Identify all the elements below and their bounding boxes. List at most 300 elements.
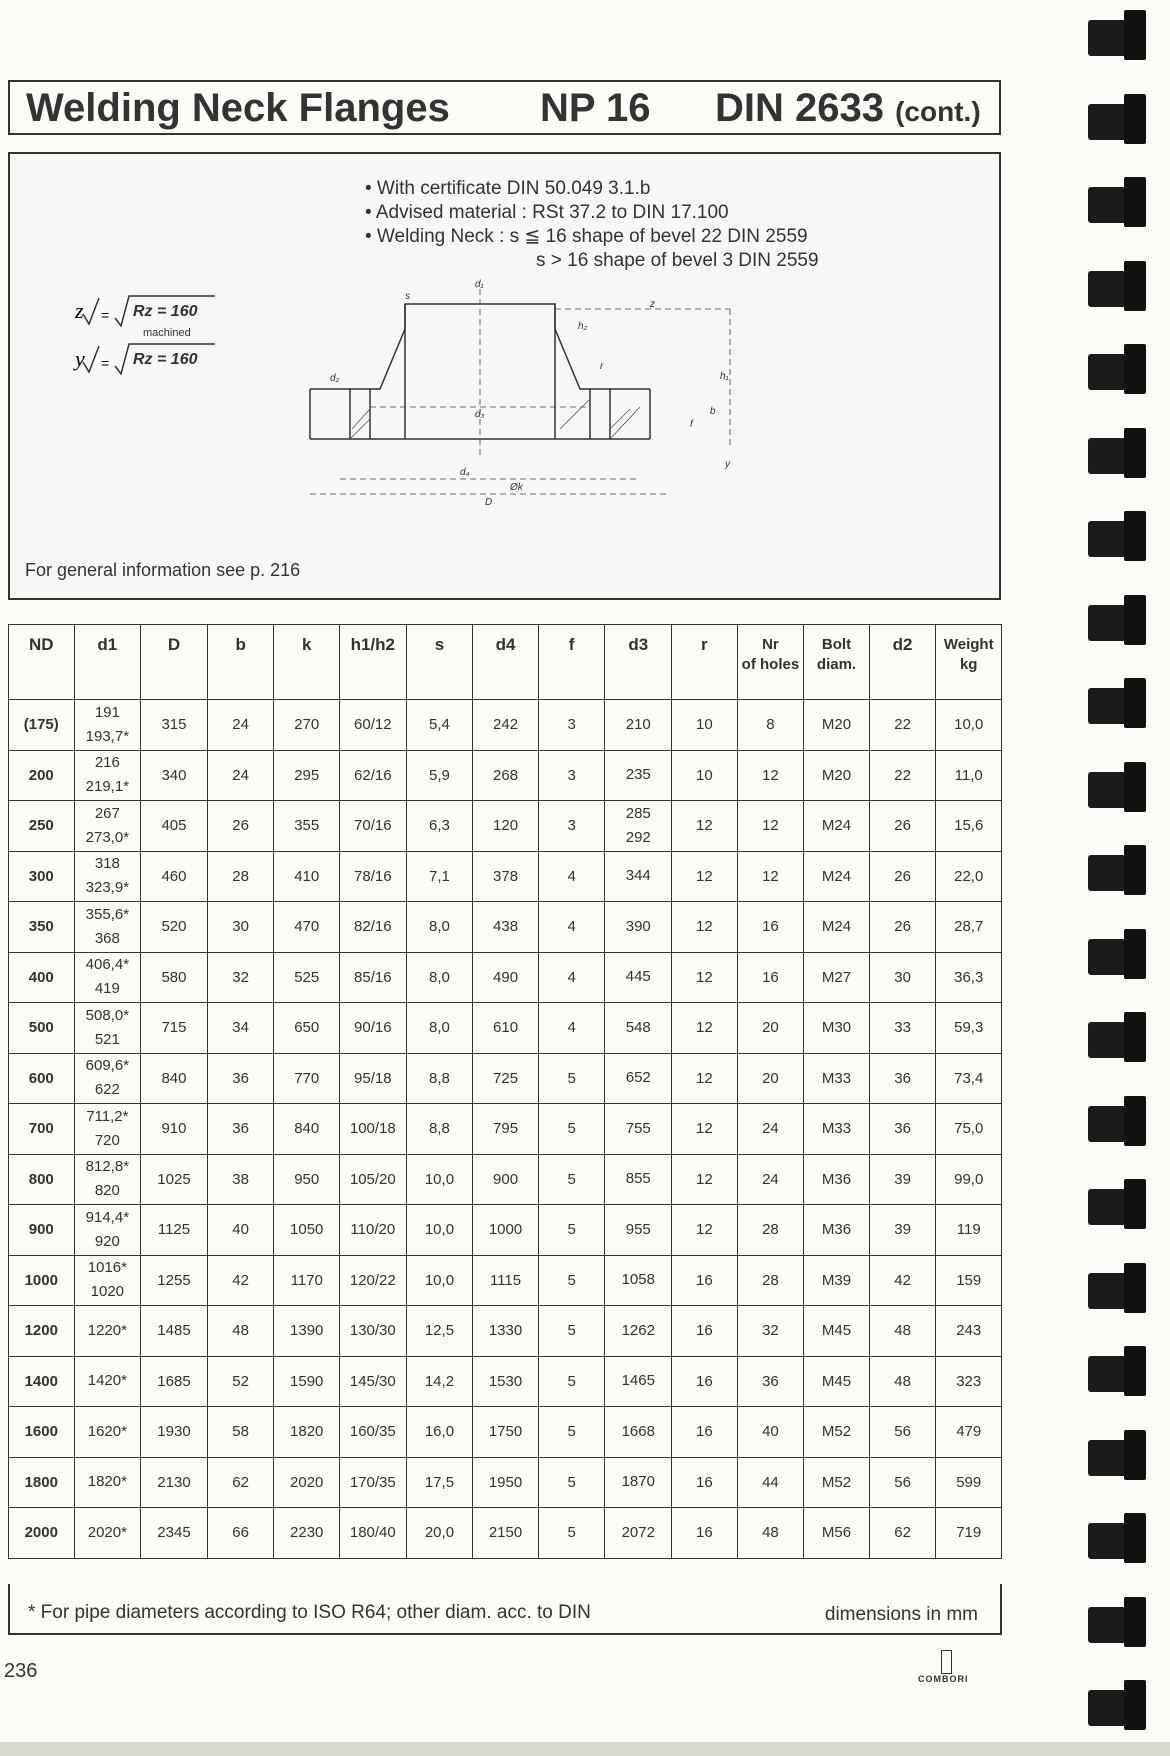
cell-s: 5,4 [406,700,473,751]
standard-label [715,86,981,131]
cell-k: 840 [274,1104,340,1155]
cell-d4: 900 [473,1154,539,1205]
cell-d3 [605,1205,672,1256]
cell-d3-line: 755 [625,1119,651,1137]
cell-weight: 11,0 [936,750,1002,801]
cell-d1 [74,1306,141,1357]
binding-ring [1088,511,1158,563]
cell-b: 24 [207,700,274,751]
cell-s: 12,5 [406,1306,473,1357]
binding-ring [1088,1680,1158,1732]
cell-d3-line: 285 [625,804,651,822]
cell-D: 1125 [141,1205,208,1256]
label-d1: d₁ [475,279,484,290]
binding-ring [1088,428,1158,480]
cell-nd: 1400 [9,1356,75,1407]
cell-nd: 700 [9,1104,75,1155]
logo-text: COMBORI [918,1674,969,1684]
cell-k: 1390 [274,1306,340,1357]
ring-tab [1124,1680,1146,1730]
cell-bolt-diam: M45 [804,1306,870,1357]
cell-bolt-diam: M24 [804,801,870,852]
cell-nr-of-holes: 24 [737,1104,804,1155]
ring-tab [1124,1179,1146,1229]
cell-nd: 350 [9,902,75,953]
cell-d1-line: 355,6* [85,905,130,923]
cell-weight: 159 [936,1255,1002,1306]
cell-bolt-diam: M24 [804,851,870,902]
ring-tab [1124,344,1146,394]
cell-nd: 900 [9,1205,75,1256]
cell-bolt-diam: M33 [804,1053,870,1104]
header-b: b [207,625,274,700]
table-row [9,851,1002,902]
cell-d3-line: 548 [625,1018,651,1036]
cell-s: 10,0 [406,1255,473,1306]
cell-d1-line: 1016* [87,1259,127,1277]
cell-d1-line: 1420* [87,1372,127,1390]
cell-k: 650 [274,1003,340,1054]
cell-d1 [74,801,141,852]
title-bar [8,80,1001,135]
cell-d3-line: 652 [625,1069,651,1087]
cell-nd: 250 [9,801,75,852]
cell-f: 5 [538,1508,605,1559]
cell-d1 [74,1457,141,1508]
binding-ring [1088,261,1158,313]
cell-s: 7,1 [406,851,473,902]
cell-h1-h2: 62/16 [339,750,406,801]
cell-d1-line: 368 [94,929,120,947]
cell-f: 5 [538,1255,605,1306]
cell-bolt-diam: M33 [804,1104,870,1155]
cell-h1-h2: 105/20 [339,1154,406,1205]
cell-d1-line: 720 [94,1131,120,1149]
cell-d4: 438 [473,902,539,953]
cell-s: 10,0 [406,1205,473,1256]
header-s: s [406,625,473,700]
cell-r: 16 [672,1356,738,1407]
cell-d2: 22 [869,700,936,751]
cell-d1-line: 914,4* [85,1208,130,1226]
cell-f: 5 [538,1205,605,1256]
cell-h1-h2: 70/16 [339,801,406,852]
cell-weight: 22,0 [936,851,1002,902]
cell-D: 840 [141,1053,208,1104]
page-edge [0,1742,1170,1756]
cell-d4: 242 [473,700,539,751]
cell-d1-line: 920 [94,1232,120,1250]
cell-D: 715 [141,1003,208,1054]
cell-d2: 48 [869,1356,936,1407]
cell-weight: 15,6 [936,801,1002,852]
cell-d2: 33 [869,1003,936,1054]
units-note: dimensions in mm [824,1604,978,1625]
cell-d2: 56 [869,1457,936,1508]
header-weight: Weight kg [936,625,1002,700]
ring-tab [1124,1513,1146,1563]
table-row [9,750,1002,801]
cell-D: 1255 [141,1255,208,1306]
cell-d1 [74,700,141,751]
binding-ring [1088,929,1158,981]
ring-tab [1124,428,1146,478]
cell-f: 5 [538,1407,605,1458]
bullet-welding-neck: • Welding Neck : s ≦ 16 shape of bevel 22 DIN 2559 [365,226,808,247]
finish-machined-label: machined [143,327,191,339]
cell-d2: 26 [869,801,936,852]
table-row [9,1306,1002,1357]
cell-d3-line: 1058 [621,1271,655,1289]
cell-D: 315 [141,700,208,751]
flange-cross-section-diagram [310,279,830,549]
cell-bolt-diam: M52 [804,1457,870,1508]
cell-d3-line: 445 [625,968,651,986]
cell-d1-line: 191 [94,703,120,721]
binding-ring [1088,94,1158,146]
cell-nr-of-holes: 12 [737,750,804,801]
cell-r: 16 [672,1407,738,1458]
cell-b: 40 [207,1205,274,1256]
svg-text:z: z [75,298,84,323]
cell-b: 26 [207,801,274,852]
cell-d2: 56 [869,1407,936,1458]
cell-b: 32 [207,952,274,1003]
cell-weight: 323 [936,1356,1002,1407]
cell-s: 17,5 [406,1457,473,1508]
cell-s: 8,8 [406,1053,473,1104]
label-d3: d₃ [475,409,485,420]
cell-r: 12 [672,952,738,1003]
ring-tab [1124,845,1146,895]
cell-nr-of-holes: 48 [737,1508,804,1559]
header-d2: d2 [869,625,936,700]
cell-weight: 119 [936,1205,1002,1256]
bullet-certificate: • With certificate DIN 50.049 3.1.b [365,178,651,199]
cell-b: 24 [207,750,274,801]
cell-s: 5,9 [406,750,473,801]
cell-b: 30 [207,902,274,953]
cell-d3-line: 1870 [621,1473,655,1491]
cell-d3 [605,1508,672,1559]
standard-number: DIN 2633 [715,86,884,130]
cell-k: 770 [274,1053,340,1104]
cell-weight: 36,3 [936,952,1002,1003]
cell-h1-h2: 170/35 [339,1457,406,1508]
cell-D: 2130 [141,1457,208,1508]
company-logo-icon [915,1650,975,1690]
cell-weight: 599 [936,1457,1002,1508]
logo-mark [941,1650,952,1674]
ring-tab [1124,10,1146,60]
cell-nr-of-holes: 8 [737,700,804,751]
svg-text:=: = [101,355,110,371]
cell-D: 1485 [141,1306,208,1357]
cell-weight: 59,3 [936,1003,1002,1054]
cell-r: 10 [672,750,738,801]
cell-k: 295 [274,750,340,801]
cell-d1-line: 2020* [87,1523,127,1541]
cell-f: 5 [538,1053,605,1104]
cell-nr-of-holes: 44 [737,1457,804,1508]
cell-d1-line: 406,4* [85,956,130,974]
cell-d1-line: 622 [94,1081,120,1099]
cell-d4: 610 [473,1003,539,1054]
cell-nd: 400 [9,952,75,1003]
cell-d2: 36 [869,1053,936,1104]
cell-d4: 1530 [473,1356,539,1407]
header-d4: d4 [473,625,539,700]
ring-tab [1124,1430,1146,1480]
binding-ring [1088,1513,1158,1565]
ring-tab [1124,1346,1146,1396]
cell-h1-h2: 95/18 [339,1053,406,1104]
cell-d1-line: 273,0* [85,828,130,846]
cell-d4: 1000 [473,1205,539,1256]
cell-h1-h2: 160/35 [339,1407,406,1458]
cell-r: 16 [672,1306,738,1357]
cell-d1-line: 1020 [90,1283,125,1301]
cell-h1-h2: 145/30 [339,1356,406,1407]
cell-f: 3 [538,801,605,852]
cell-k: 525 [274,952,340,1003]
cell-b: 36 [207,1104,274,1155]
ring-tab [1124,678,1146,728]
table-row [9,1508,1002,1559]
cell-bolt-diam: M36 [804,1154,870,1205]
cell-h1-h2: 78/16 [339,851,406,902]
binding-ring [1088,1096,1158,1148]
ring-tab [1124,1597,1146,1647]
table-row [9,952,1002,1003]
table-row [9,1053,1002,1104]
cell-k: 1050 [274,1205,340,1256]
cell-s: 6,3 [406,801,473,852]
cell-d4: 795 [473,1104,539,1155]
cell-h1-h2: 60/12 [339,700,406,751]
cell-k: 470 [274,902,340,953]
cell-D: 340 [141,750,208,801]
binding-ring [1088,845,1158,897]
cell-k: 355 [274,801,340,852]
cell-d3-line: 292 [625,828,651,846]
cell-nr-of-holes: 32 [737,1306,804,1357]
label-d2: d₂ [330,373,340,384]
ring-tab [1124,929,1146,979]
cell-d3 [605,1306,672,1357]
cell-nd: 800 [9,1154,75,1205]
surface-finish-icon [75,284,240,374]
cell-h1-h2: 110/20 [339,1205,406,1256]
cell-d1 [74,952,141,1003]
table-row [9,700,1002,751]
cell-k: 1590 [274,1356,340,1407]
cell-d2: 26 [869,902,936,953]
cell-r: 16 [672,1457,738,1508]
binding-ring [1088,1346,1158,1398]
cell-nd: 500 [9,1003,75,1054]
cell-nr-of-holes: 28 [737,1255,804,1306]
cell-d2: 22 [869,750,936,801]
cell-bolt-diam: M24 [804,902,870,953]
ring-tab [1124,94,1146,144]
cell-nd: 1600 [9,1407,75,1458]
binding-ring [1088,1430,1158,1482]
binding-ring [1088,1597,1158,1649]
binding-ring [1088,10,1158,62]
cell-d1 [74,851,141,902]
page-title: Welding Neck Flanges [26,86,450,130]
table-row [9,1205,1002,1256]
cell-r: 12 [672,851,738,902]
cell-f: 4 [538,952,605,1003]
spec-bullets [365,177,819,273]
label-s: s [405,291,410,302]
cell-b: 62 [207,1457,274,1508]
cell-D: 580 [141,952,208,1003]
cell-f: 5 [538,1104,605,1155]
label-f: f [690,419,693,430]
cell-k: 2020 [274,1457,340,1508]
pressure-class: NP 16 [540,86,651,130]
cell-d3 [605,1457,672,1508]
table-row [9,1407,1002,1458]
cell-d1-line: 508,0* [85,1006,130,1024]
cell-b: 58 [207,1407,274,1458]
ring-tab [1124,1012,1146,1062]
cell-r: 16 [672,1508,738,1559]
label-b: b [710,406,716,417]
cell-bolt-diam: M27 [804,952,870,1003]
cell-d1 [74,1154,141,1205]
cell-f: 5 [538,1457,605,1508]
cell-s: 8,0 [406,952,473,1003]
cell-d3 [605,1407,672,1458]
cell-d1 [74,1003,141,1054]
cell-d2: 30 [869,952,936,1003]
cell-d2: 39 [869,1154,936,1205]
binding-ring [1088,762,1158,814]
cell-bolt-diam: M36 [804,1205,870,1256]
cell-d1-line: 219,1* [85,778,130,796]
cell-nr-of-holes: 16 [737,902,804,953]
cell-nd: 1800 [9,1457,75,1508]
cell-s: 8,0 [406,902,473,953]
table-header [9,625,1002,700]
cell-h1-h2: 85/16 [339,952,406,1003]
cell-d4: 268 [473,750,539,801]
cell-d1-line: 1620* [87,1422,127,1440]
cell-f: 3 [538,700,605,751]
cell-nr-of-holes: 24 [737,1154,804,1205]
spiral-binding-icon [1088,0,1170,1756]
table-row [9,1154,1002,1205]
general-info-note: For general information see p. 216 [25,560,301,580]
cell-d1-line: 609,6* [85,1057,130,1075]
cell-d3-line: 2072 [621,1523,655,1541]
cell-bolt-diam: M52 [804,1407,870,1458]
ring-tab [1124,1096,1146,1146]
cell-d4: 725 [473,1053,539,1104]
cell-d1 [74,1508,141,1559]
table-row [9,801,1002,852]
ring-tab [1124,762,1146,812]
cell-h1-h2: 82/16 [339,902,406,953]
cell-d1 [74,1407,141,1458]
label-d4: d₄ [460,467,470,478]
cell-r: 10 [672,700,738,751]
cell-d1-line: 419 [94,980,120,998]
cell-s: 8,0 [406,1003,473,1054]
header-nd: ND [9,625,75,700]
cell-d4: 1330 [473,1306,539,1357]
cell-bolt-diam: M56 [804,1508,870,1559]
cell-k: 270 [274,700,340,751]
header-k: k [274,625,340,700]
binding-ring [1088,344,1158,396]
cell-d2: 62 [869,1508,936,1559]
cell-b: 34 [207,1003,274,1054]
cell-h1-h2: 90/16 [339,1003,406,1054]
cell-d1-line: 216 [94,754,120,772]
cell-r: 12 [672,902,738,953]
cell-weight: 28,7 [936,902,1002,953]
cell-d3-line: 390 [625,917,651,935]
cell-D: 1930 [141,1407,208,1458]
cell-nr-of-holes: 40 [737,1407,804,1458]
cell-nr-of-holes: 12 [737,801,804,852]
cell-h1-h2: 120/22 [339,1255,406,1306]
cell-f: 5 [538,1306,605,1357]
table-footer [8,1584,1002,1635]
header-bolt-diam: Bolt diam. [804,625,870,700]
cell-d3 [605,1053,672,1104]
cell-s: 20,0 [406,1508,473,1559]
cell-nd: 200 [9,750,75,801]
cell-d2: 26 [869,851,936,902]
cell-nd: (175) [9,700,75,751]
header-d3: d3 [605,625,672,700]
binding-ring [1088,678,1158,730]
cell-nd: 600 [9,1053,75,1104]
cell-d1-line: 193,7* [85,727,130,745]
cell-d1 [74,1356,141,1407]
cell-d3-line: 955 [625,1220,651,1238]
cell-d3 [605,700,672,751]
footnote: * For pipe diameters according to ISO R64; other diam. acc. to DIN [28,1602,591,1623]
cell-d3-line: 1465 [621,1372,655,1390]
cell-d1-line: 318 [94,855,120,873]
cell-d2: 42 [869,1255,936,1306]
header-f: f [538,625,605,700]
table-row [9,1356,1002,1407]
cell-d4: 490 [473,952,539,1003]
info-panel [8,152,1001,600]
cell-r: 12 [672,1205,738,1256]
cell-weight: 719 [936,1508,1002,1559]
cell-r: 16 [672,1255,738,1306]
bullet-bevel: s > 16 shape of bevel 3 DIN 2559 [536,250,819,271]
cell-f: 4 [538,902,605,953]
cell-nd: 2000 [9,1508,75,1559]
cell-d1 [74,1205,141,1256]
cell-k: 410 [274,851,340,902]
table-row [9,1003,1002,1054]
cell-r: 12 [672,1154,738,1205]
cell-nr-of-holes: 20 [737,1053,804,1104]
cell-nr-of-holes: 36 [737,1356,804,1407]
table-row [9,1457,1002,1508]
